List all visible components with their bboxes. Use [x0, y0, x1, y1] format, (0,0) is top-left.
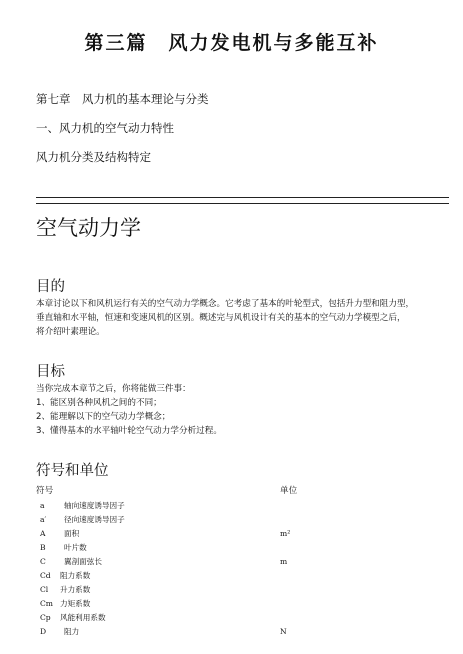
- unit-column-header: 单位: [280, 486, 298, 496]
- symbol-cell: A: [40, 529, 46, 538]
- symbol-description: 阻力: [64, 627, 80, 636]
- purpose-line-2: 垂直轴和水平轴，恒速和变速风机的区别。概述完与风机设计有关的基本的空气动力学模型之后，: [36, 313, 406, 323]
- purpose-heading: 目的: [36, 279, 65, 295]
- purpose-line-1: 本章讨论以下和风机运行有关的空气动力学概念。它考虑了基本的叶轮型式，包括升力型和阻力型，: [36, 299, 415, 309]
- symbol-description: 升力系数: [60, 585, 91, 594]
- goal-item-2: 2、能理解以下的空气动力学概念；: [36, 412, 171, 422]
- goal-item-1: 1、能区别各种风机之间的不同；: [36, 398, 162, 408]
- symbol-description: 叶片数: [64, 543, 87, 552]
- symbol-description: 阻力系数: [60, 571, 91, 580]
- goals-intro: 当你完成本章节之后，你将能做三件事：: [36, 384, 191, 394]
- symbol-cell: C: [40, 557, 46, 566]
- section-heading-classification: 风力机分类及结构特定: [36, 150, 151, 164]
- symbol-unit: N: [280, 627, 287, 636]
- chapter-title: 第七章 风力机的基本理论与分类: [36, 92, 209, 106]
- symbol-cell: a: [40, 501, 45, 510]
- symbol-cell: Cl: [40, 585, 49, 594]
- symbol-cell: D: [40, 627, 47, 636]
- symbols-heading: 符号和单位: [36, 463, 109, 479]
- main-title: 第三篇 风力发电机与多能互补: [84, 32, 379, 54]
- symbol-cell: Cm: [40, 599, 54, 608]
- section-heading-aerodynamic: 一、风力机的空气动力特性: [36, 121, 174, 135]
- divider-line-bottom: [36, 203, 449, 204]
- divider-line-top: [36, 197, 449, 198]
- symbol-unit: m: [280, 557, 288, 566]
- symbol-cell: B: [40, 543, 46, 552]
- symbol-column-header: 符号: [36, 486, 54, 496]
- purpose-line-3: 将介绍叶素理论。: [36, 327, 105, 337]
- symbol-description: 轴向速度诱导因子: [64, 501, 125, 510]
- symbol-description: 风能利用系数: [60, 613, 106, 622]
- section-title: 空气动力学: [36, 216, 141, 240]
- symbol-cell: Cp: [40, 613, 51, 622]
- goals-heading: 目标: [36, 364, 65, 380]
- goal-item-3: 3、懂得基本的水平轴叶轮空气动力学分析过程。: [36, 426, 222, 436]
- symbol-description: 翼剖面弦长: [64, 557, 102, 566]
- symbol-unit: m²: [280, 529, 291, 538]
- symbol-cell: a′: [40, 515, 47, 524]
- symbol-description: 径向速度诱导因子: [64, 515, 125, 524]
- symbol-cell: Cd: [40, 571, 51, 580]
- symbol-description: 力矩系数: [60, 599, 91, 608]
- symbol-description: 面积: [64, 529, 80, 538]
